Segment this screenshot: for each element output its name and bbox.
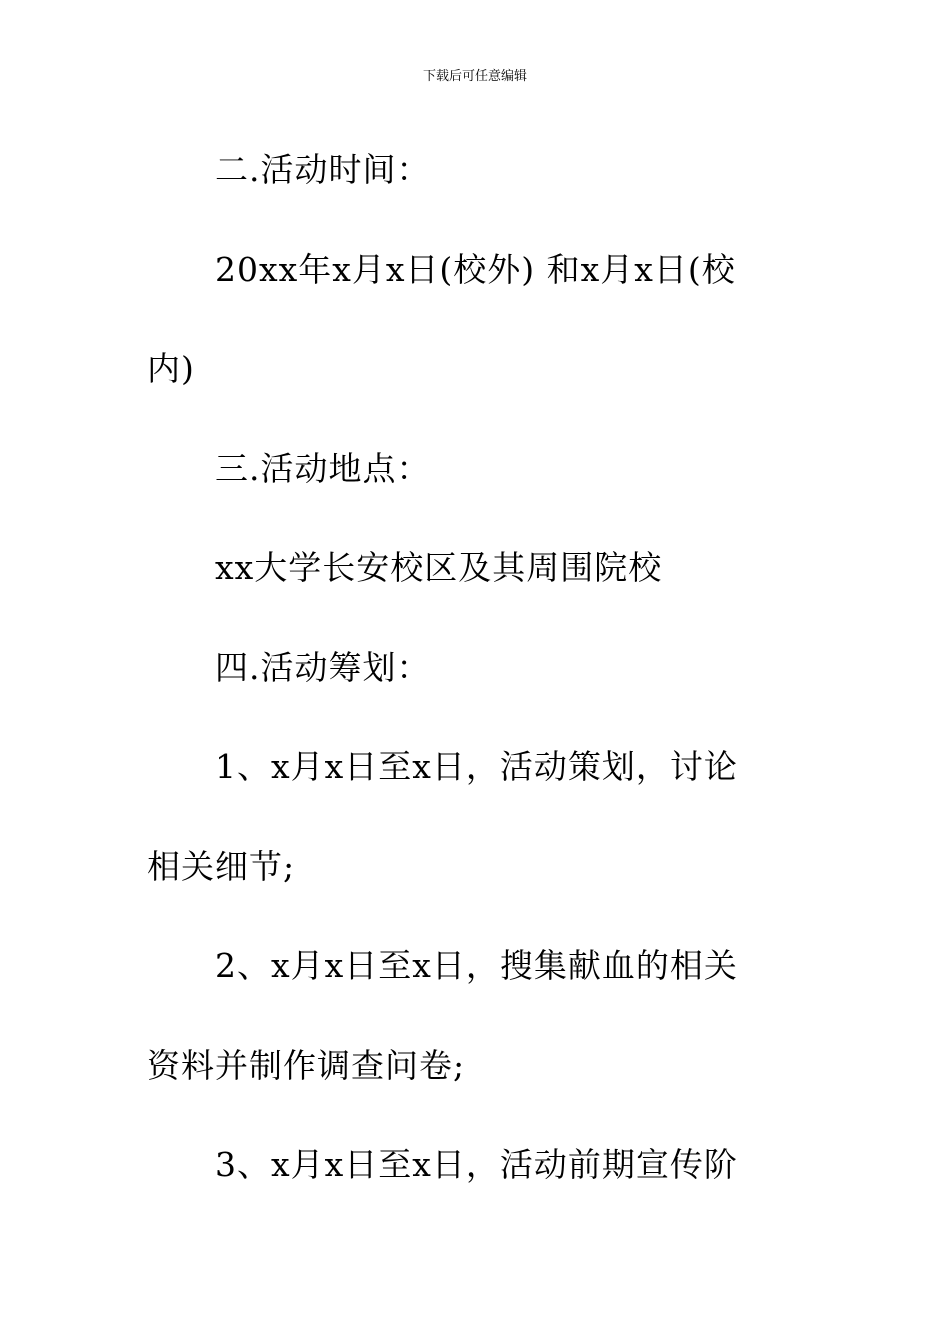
list-item-line: 3、x月x日至x日，活动前期宣传阶 [215, 1145, 738, 1184]
section-heading-time: 二.活动时间： [215, 150, 431, 189]
section-heading-planning: 四.活动筹划： [215, 647, 431, 687]
paragraph-line: xx大学长安校区及其周围院校 [215, 548, 663, 587]
page-header: 下载后可任意编辑 [422, 69, 527, 84]
list-item-line: 2、x月x日至x日，搜集献血的相关 [215, 946, 738, 985]
paragraph-line: 内) [147, 349, 195, 388]
section-heading-location: 三.活动地点： [215, 448, 431, 488]
document-body [147, 120, 817, 1215]
list-item-line: 资料并制作调查问卷; [147, 1045, 466, 1085]
list-item-line: 相关细节; [147, 846, 296, 886]
list-item-line: 1、x月x日至x日，活动策划，讨论 [215, 747, 738, 786]
paragraph-line: 20xx年x月x日(校外) 和x月x日(校 [215, 249, 736, 289]
